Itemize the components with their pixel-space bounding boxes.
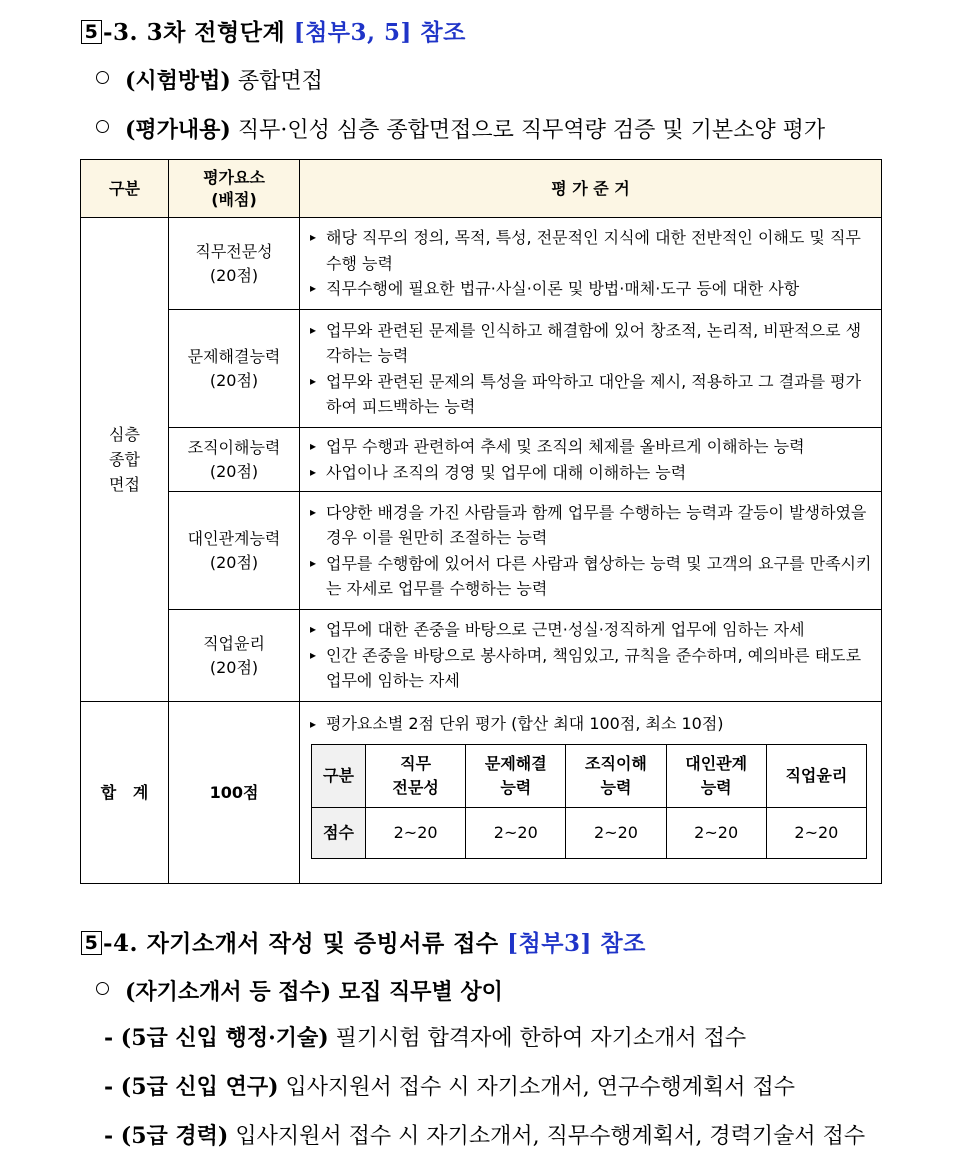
criteria-item: ▸ 해당 직무의 정의, 목적, 특성, 전문적인 지식에 대한 전반적인 이해도 및 직무수행 능력 <box>310 225 873 276</box>
score-value: 2~20 <box>466 808 566 859</box>
score-col-line2: 전문성 <box>392 778 439 797</box>
score-value: 2~20 <box>766 808 866 859</box>
score-col-header <box>366 745 466 808</box>
criteria-item: ▸ 인간 존중을 바탕으로 봉사하며, 책임있고, 규칙을 준수하며, 예의바른 태도로 업무에 임하는 자세 <box>310 643 873 694</box>
score-value-label: 점수 <box>312 808 366 859</box>
evaluation-table <box>80 159 882 884</box>
section3-title: -3. 3차 전형단계 <box>103 19 294 46</box>
score-col-line1: 직업윤리 <box>785 766 848 785</box>
score-col-line2: 능력 <box>700 778 732 797</box>
element-cell <box>169 428 300 492</box>
intro-submit-text: (자기소개서 등 접수) 모집 직무별 상이 <box>125 979 503 1005</box>
intro-submit-line <box>96 975 503 1006</box>
score-value: 2~20 <box>566 808 666 859</box>
criteria-cell <box>300 428 882 492</box>
criteria-item: ▸ 업무에 대한 존중을 바탕으로 근면·성실·정직하게 업무에 임하는 자세 <box>310 617 873 643</box>
section-number-box: 5 <box>81 931 102 955</box>
eval-content-line <box>96 113 825 144</box>
element-points: (20점) <box>209 657 259 677</box>
dash-item <box>104 1119 865 1150</box>
element-cell <box>169 218 300 310</box>
eval-content-text: 직무·인성 심층 종합면접으로 직무역량 검증 및 기본소양 평가 <box>230 118 826 143</box>
dash-item-text: 필기시험 합격자에 한하여 자기소개서 접수 <box>328 1026 747 1051</box>
header-element-line2: (배점) <box>211 189 257 209</box>
criteria-item: ▸ 업무를 수행함에 있어서 다른 사람과 협상하는 능력 및 고객의 요구를 만족시키는 자세로 업무를 수행하는 능력 <box>310 551 873 602</box>
header-criteria: 평 가 준 거 <box>300 160 882 218</box>
dash-item-text: 입사지원서 접수 시 자기소개서, 연구수행계획서 접수 <box>278 1075 795 1100</box>
section4-title: -4. 자기소개서 작성 및 증빙서류 접수 <box>103 930 508 957</box>
criteria-item: ▸ 다양한 배경을 가진 사람들과 함께 업무를 수행하는 능력과 갈등이 발생하였을 경우 이를 원만히 조절하는 능력 <box>310 500 873 551</box>
section4-ref: [첨부3] 참조 <box>507 930 646 957</box>
element-points: (20점) <box>209 265 259 285</box>
dash-item-label: - (5급 신입 행정·기술) <box>104 1025 329 1051</box>
exam-method-line <box>96 64 323 95</box>
exam-method-label: (시험방법) <box>125 68 231 94</box>
total-criteria-cell <box>300 702 882 884</box>
element-cell <box>169 492 300 610</box>
criteria-item: ▸ 사업이나 조직의 경영 및 업무에 대해 이해하는 능력 <box>310 460 873 486</box>
header-category: 구분 <box>81 160 169 218</box>
group-line2: 종합 <box>109 450 140 469</box>
exam-method-text: 종합면접 <box>230 69 323 94</box>
criteria-item: ▸ 직무수행에 필요한 법규·사실·이론 및 방법·매체·도구 등에 대한 사항 <box>310 276 873 302</box>
criteria-item: ▸ 업무와 관련된 문제를 인식하고 해결함에 있어 창조적, 논리적, 비판적으로 생각하는 능력 <box>310 318 873 369</box>
group-line1: 심층 <box>109 425 140 444</box>
element-points: (20점) <box>209 461 259 481</box>
dash-item <box>104 1070 795 1101</box>
criteria-cell <box>300 610 882 702</box>
element-name: 대인관계능력 <box>187 528 281 548</box>
score-col-header <box>466 745 566 808</box>
score-value: 2~20 <box>366 808 466 859</box>
element-cell <box>169 310 300 428</box>
score-header-label: 구분 <box>312 745 366 808</box>
circle-bullet-icon <box>96 120 109 133</box>
criteria-cell <box>300 492 882 610</box>
section3-heading <box>81 14 466 47</box>
header-element-line1: 평가요소 <box>203 167 265 187</box>
section-number-box: 5 <box>81 20 102 44</box>
element-cell <box>169 610 300 702</box>
element-points: (20점) <box>209 552 259 572</box>
total-label: 합 계 <box>81 702 169 884</box>
section3-ref: [첨부3, 5] 참조 <box>293 19 466 46</box>
dash-item <box>104 1021 746 1052</box>
score-col-line2: 능력 <box>600 778 632 797</box>
element-name: 조직이해능력 <box>187 437 281 457</box>
score-value: 2~20 <box>666 808 766 859</box>
section4-heading <box>81 925 646 958</box>
header-element <box>169 160 300 218</box>
criteria-cell <box>300 218 882 310</box>
score-col-line1: 직무 <box>400 754 432 773</box>
element-points: (20점) <box>209 370 259 390</box>
element-name: 문제해결능력 <box>187 346 281 366</box>
score-table <box>311 744 867 859</box>
circle-bullet-icon <box>96 71 109 84</box>
total-points: 100점 <box>169 702 300 884</box>
dash-item-label: - (5급 경력) <box>104 1123 229 1149</box>
score-col-line2: 능력 <box>500 778 532 797</box>
circle-bullet-icon <box>96 982 109 995</box>
element-name: 직무전문성 <box>195 241 273 261</box>
dash-item-label: - (5급 신입 연구) <box>104 1074 279 1100</box>
criteria-item: ▸ 업무 수행과 관련하여 추세 및 조직의 체제를 올바르게 이해하는 능력 <box>310 434 873 460</box>
score-col-header <box>766 745 866 808</box>
dash-item-text: 입사지원서 접수 시 자기소개서, 직무수행계획서, 경력기술서 접수 <box>228 1124 866 1149</box>
element-name: 직업윤리 <box>203 633 265 653</box>
score-col-line1: 조직이해 <box>585 754 647 773</box>
score-col-line1: 문제해결 <box>484 754 547 773</box>
criteria-cell <box>300 310 882 428</box>
score-col-header <box>666 745 766 808</box>
score-col-header <box>566 745 666 808</box>
criteria-item: ▸ 업무와 관련된 문제의 특성을 파악하고 대안을 제시, 적용하고 그 결과를 평가하여 피드백하는 능력 <box>310 369 873 420</box>
total-note: ▸ 평가요소별 2점 단위 평가 (합산 최대 100점, 최소 10점) <box>310 712 869 736</box>
eval-content-label: (평가내용) <box>125 117 231 143</box>
score-col-line1: 대인관계 <box>685 754 748 773</box>
group-line3: 면접 <box>109 475 140 494</box>
group-cell <box>81 218 169 702</box>
